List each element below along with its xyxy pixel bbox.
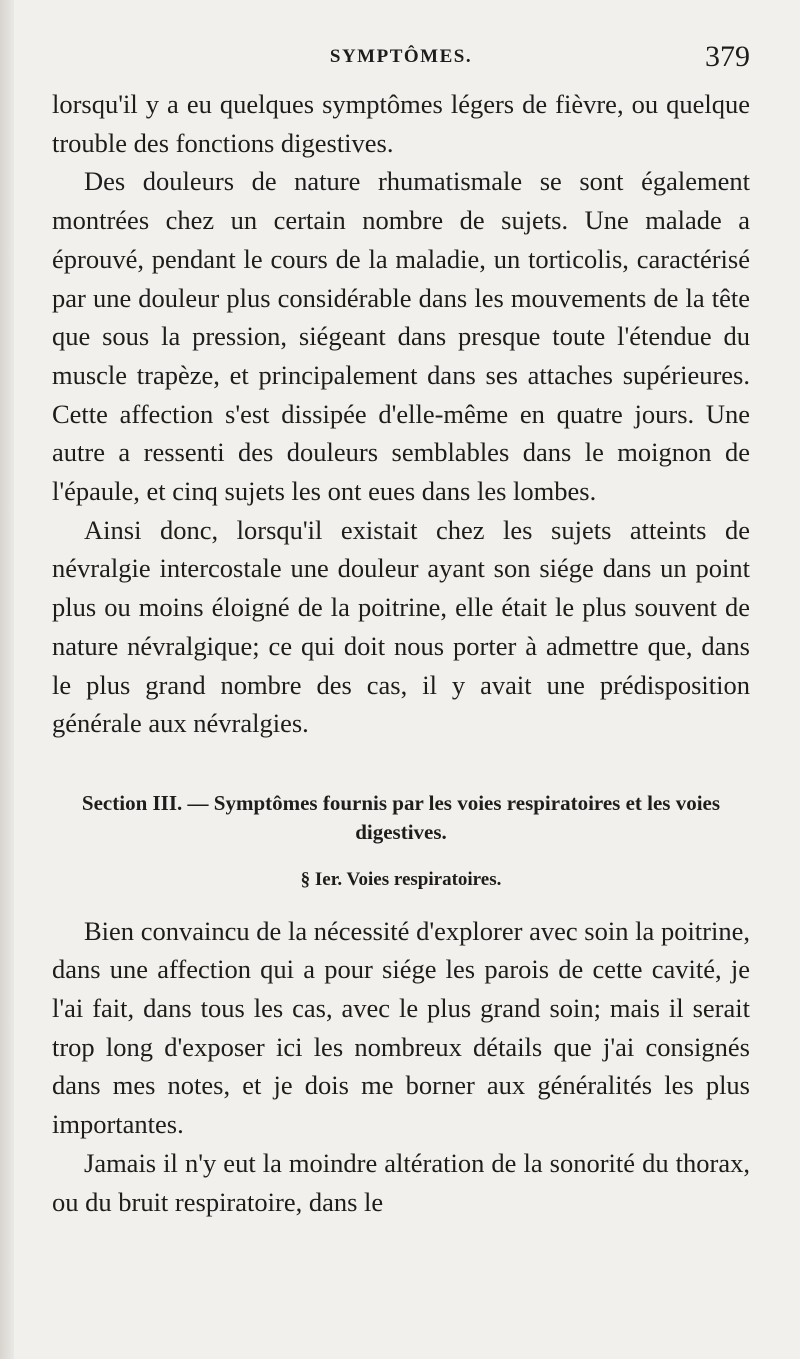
paragraph-1: lorsqu'il y a eu quelques symptômes légers de fièvre, ou quelque trouble des fonctions digestives.	[52, 89, 750, 158]
running-head: SYMPTÔMES.	[329, 46, 473, 67]
paragraph-2: Des douleurs de nature rhumatismale se sont également montrées chez un certain nombre de sujets. Une malade a éprouvé, pendant le cours de la maladie, un torticolis, caractérisé par une douleur plus considérable dans les mouvements de la tête que sous la pression, siégeant dans presque toute l'étendue du muscle trapèze, et principalement dans ses attaches supérieures. Cette affection s'est dissipée d'elle-même en quatre jours. Une autre a ressenti des douleurs semblables dans le moignon de l'épaule, et cinq sujets les ont eues dans les lombes.	[52, 166, 750, 507]
section-title: Section III. — Symptômes fournis par les voies respiratoires et les voies digestives.	[81, 790, 721, 844]
body-text	[52, 85, 750, 1221]
subsection-title: § Ier. Voies respiratoires.	[300, 868, 502, 890]
paragraph-3: Ainsi donc, lorsqu'il existait chez les sujets atteints de névralgie intercostale une douleur ayant son siége dans un point plus ou moins éloigné de la poitrine, elle était le plus souvent de nature névralgique; ce qui doit nous porter à admettre que, dans le plus grand nombre des cas, il y avait une prédisposition générale aux névralgies.	[52, 514, 750, 739]
page-header	[52, 40, 750, 90]
page-number: 379	[705, 40, 750, 73]
paragraph-4: Bien convaincu de la nécessité d'explorer avec soin la poitrine, dans une affection qui a pour siége les parois de cette cavité, je l'ai fait, dans tous les cas, avec le plus grand soin; mais il serait trop long d'exposer ici les nombreux détails que j'ai consignés dans mes notes, et je dois me borner aux généralités les plus importantes.	[52, 915, 750, 1140]
paragraph-5: Jamais il n'y eut la moindre altération de la sonorité du thorax, ou du bruit respiratoire, dans le	[52, 1147, 750, 1217]
page-gutter-shadow	[0, 0, 14, 1359]
